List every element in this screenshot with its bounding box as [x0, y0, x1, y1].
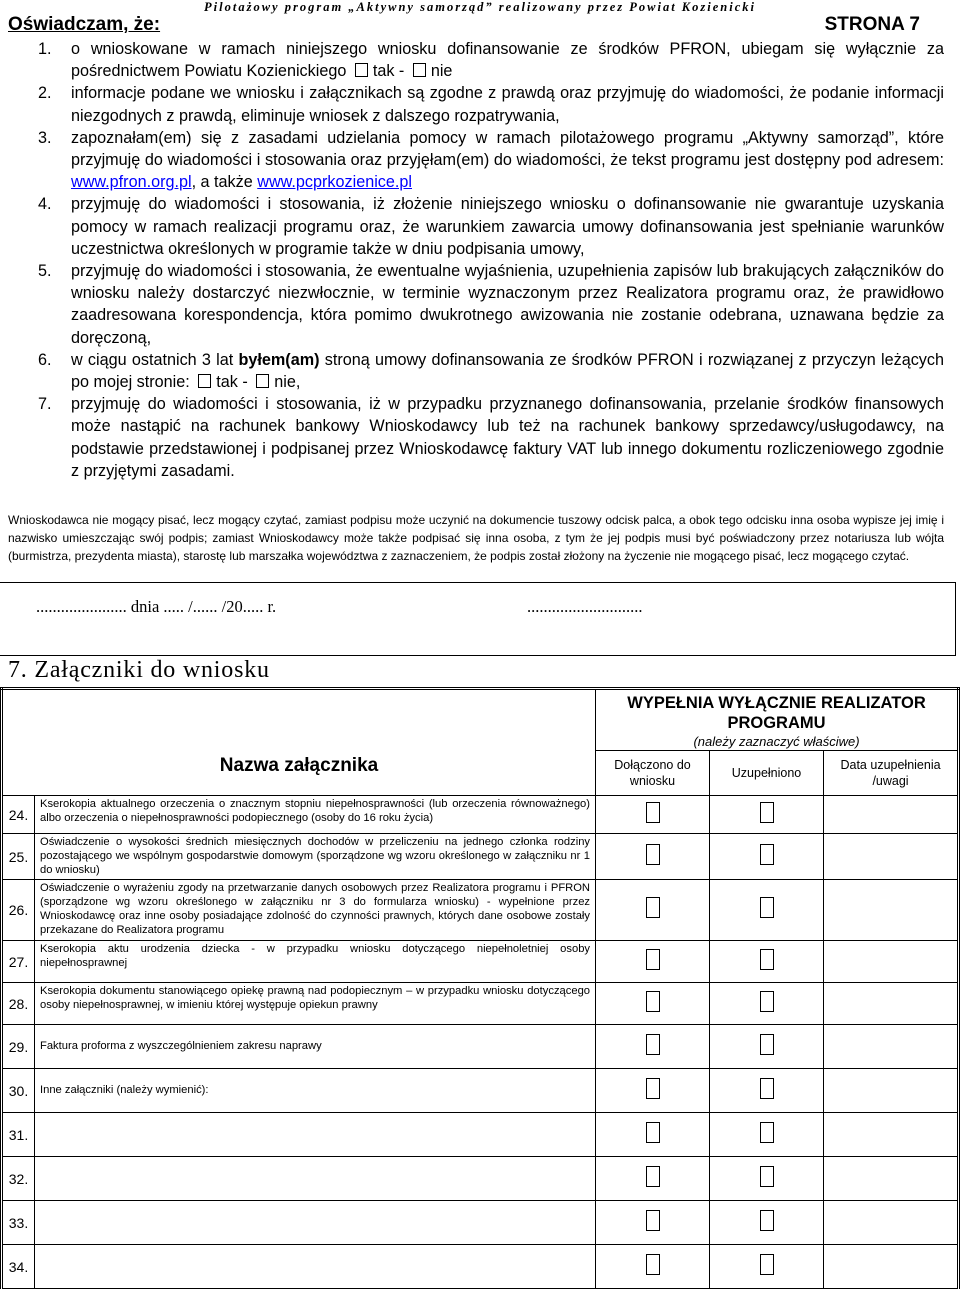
checkbox[interactable]: [760, 1254, 774, 1275]
signature-box: [0, 582, 956, 656]
declaration-bold-text: byłem(am): [238, 350, 320, 369]
page-number: STRONA 7: [824, 14, 920, 35]
attachment-name: Inne załączniki (należy wymienić):: [35, 1069, 596, 1113]
realizator-title: WYPEŁNIA WYŁĄCZNIE REALIZATOR PROGRAMU: [627, 694, 926, 732]
declaration-text: przyjmuję do wiadomości i stosowania, że ewentualne wyjaśnienia, uzupełnienia zapisów lub brakujących załączników do wniosku należy dostarczyć niezwłocznie, w terminie wyznaczonym przez Realizatora programu oraz, że prawidłowo zaadresowana korespondencja, która pomimo dwukrotnego awizowania nie zostanie odebrana, uznawana będzie za doręczoną,: [71, 262, 944, 347]
supplemented-checkbox-cell[interactable]: [710, 796, 824, 834]
checkbox[interactable]: [760, 1210, 774, 1231]
realizator-subtitle: (należy zaznaczyć właściwe): [693, 734, 860, 749]
col-supplemented-header: Uzupełniono: [710, 751, 824, 796]
date-cell[interactable]: [824, 1157, 959, 1201]
date-cell[interactable]: [824, 796, 959, 834]
item-number: 5.: [38, 262, 52, 281]
supplemented-checkbox-cell[interactable]: [710, 1025, 824, 1069]
declaration-item: [38, 260, 944, 349]
checkbox[interactable]: [760, 1122, 774, 1143]
attached-checkbox-cell[interactable]: [596, 1157, 710, 1201]
attachment-name[interactable]: [35, 1201, 596, 1245]
row-number: 28.: [2, 983, 35, 1025]
date-cell[interactable]: [824, 1113, 959, 1157]
declaration-text: o wnioskowane w ramach niniejszego wniosku dofinansowanie ze środków PFRON, ubiegam się wyłącznie za pośrednictwem Powiatu Kozienickiego: [71, 40, 944, 81]
supplemented-checkbox-cell[interactable]: [710, 1113, 824, 1157]
realizator-header: [596, 689, 959, 751]
attachments-table: [0, 687, 960, 1289]
pfron-link[interactable]: www.pfron.org.pl: [71, 173, 192, 192]
declaration-item: [38, 193, 944, 260]
checkbox[interactable]: [646, 897, 660, 918]
attached-checkbox-cell[interactable]: [596, 1025, 710, 1069]
declaration-text: , a także: [191, 173, 253, 192]
signature-note: Wnioskodawca nie mogący pisać, lecz mogący czytać, zamiast podpisu może uczynić na dokumencie tuszowy odcisk palca, a obok tego odcisku inna osoba wypisze jej imię i nazwisko umieszczając swój podpis; zamiast Wnioskodawcy może także podpisać się inna osoba, z tym że jej podpis musi być poświadczony przez notariusza lub wójta (burmistrza, prezydenta miasta), starostę lub marszałka województwa z zaznaczeniem, że podpis został złożony na życzenie nie mogącego pisać, lecz mogącego czytać.: [8, 513, 944, 564]
attachment-name: Kserokopia dokumentu stanowiącego opiekę prawną nad podopiecznym – w przypadku wniosku dotyczącego osoby niepełnosprawnej, w imieniu której występuje opiekun prawny: [35, 983, 596, 1025]
declaration-text: informacje podane we wniosku i załącznikach są zgodne z prawdą oraz przyjmuję do wiadomości, że podanie informacji niezgodnych z prawdą, eliminuje wniosek z dalszego rozpatrywania,: [71, 84, 944, 125]
supplemented-checkbox-cell[interactable]: [710, 834, 824, 880]
checkbox[interactable]: [646, 1166, 660, 1187]
supplemented-checkbox-cell[interactable]: [710, 1201, 824, 1245]
checkbox[interactable]: [760, 844, 774, 865]
declaration-item: [38, 127, 944, 194]
supplemented-checkbox-cell[interactable]: [710, 1157, 824, 1201]
declaration-text: przyjmuję do wiadomości i stosowania, iż w przypadku przyznanego dofinansowania, przelanie środków finansowych może nastąpić na rachunek bankowy Wnioskodawcy lub też na rachunek bankowy sprzedawcy/usługodawcy, na podstawie przedstawionej i podpisanej przez Wnioskodawcę faktury VAT lub innego dokumentu rozliczeniowego zgodnie z przyjętymi zasadami.: [71, 395, 944, 480]
col-name-header: Nazwa załącznika: [2, 689, 596, 796]
checkbox[interactable]: [760, 1034, 774, 1055]
attached-checkbox-cell[interactable]: [596, 1069, 710, 1113]
checkbox[interactable]: [646, 802, 660, 823]
attached-checkbox-cell[interactable]: [596, 880, 710, 941]
item-number: 3.: [38, 128, 52, 147]
col-attached-header: Dołączono do wniosku: [596, 751, 710, 796]
no-label: nie,: [274, 373, 301, 392]
yes-checkbox[interactable]: [355, 63, 368, 77]
declaration-list: [38, 38, 944, 482]
checkbox[interactable]: [760, 949, 774, 970]
row-number: 27.: [2, 941, 35, 983]
pcpr-link[interactable]: www.pcprkozienice.pl: [257, 173, 412, 192]
checkbox[interactable]: [646, 844, 660, 865]
date-cell[interactable]: [824, 1201, 959, 1245]
checkbox[interactable]: [760, 991, 774, 1012]
attachment-name[interactable]: [35, 1113, 596, 1157]
col-date-header: Data uzupełnienia /uwagi: [824, 751, 959, 796]
attachment-name: Kserokopia aktualnego orzeczenia o znacznym stopniu niepełnosprawności (lub orzeczenia równoważnego) albo orzeczenia o niepełnosprawności podopiecznego (osoby do 16 roku życia): [35, 796, 596, 834]
checkbox[interactable]: [760, 897, 774, 918]
attachment-name[interactable]: [35, 1245, 596, 1289]
row-number: 31.: [2, 1113, 35, 1157]
checkbox[interactable]: [646, 1122, 660, 1143]
date-cell[interactable]: [824, 1245, 959, 1289]
supplemented-checkbox-cell[interactable]: [710, 941, 824, 983]
attached-checkbox-cell[interactable]: [596, 1201, 710, 1245]
program-title: Pilotażowy program „Aktywny samorząd” realizowany przez Powiat Kozienicki: [204, 0, 756, 14]
row-number: 30.: [2, 1069, 35, 1113]
attached-checkbox-cell[interactable]: [596, 941, 710, 983]
row-number: 26.: [2, 880, 35, 941]
item-number: 1.: [38, 40, 52, 58]
attachment-name[interactable]: [35, 1157, 596, 1201]
declaration-item: [38, 82, 944, 126]
supplemented-checkbox-cell[interactable]: [710, 983, 824, 1025]
declaration-text: stroną umowy dofinansowania ze środków PFRON i rozwiązanej z przyczyn leżących po mojej stronie:: [71, 350, 944, 392]
section-title: 7. Załączniki do wniosku: [8, 657, 270, 683]
date-cell[interactable]: [824, 983, 959, 1025]
item-number: 4.: [38, 195, 52, 214]
no-checkbox[interactable]: [256, 374, 269, 388]
checkbox[interactable]: [646, 1034, 660, 1055]
date-cell[interactable]: [824, 941, 959, 983]
checkbox[interactable]: [646, 991, 660, 1012]
date-line: ...................... dnia ..... /...... /20..... r.: [36, 597, 277, 616]
supplemented-checkbox-cell[interactable]: [710, 1069, 824, 1113]
declaration-text: zapoznałam(em) się z zasadami udzielania pomocy w ramach pilotażowego programu „Aktywny samorząd”, które przyjmuję do wiadomości i stosowania oraz przyjęłam(em) do wiadomości, że tekst programu jest dostępny pod adresem:: [71, 128, 944, 170]
yes-label: tak -: [372, 62, 405, 81]
no-checkbox[interactable]: [413, 63, 426, 77]
declaration-text: przyjmuję do wiadomości i stosowania, iż złożenie niniejszego wniosku o dofinansowanie nie gwarantuje uzyskania pomocy w ramach realizacji programu oraz, że warunkiem zawarcia umowy dofinansowania jest spełnianie warunków uczestnictwa określonych w programie także w dniu podpisania umowy,: [71, 195, 944, 258]
date-cell[interactable]: [824, 1025, 959, 1069]
declaration-item: [38, 38, 944, 82]
checkbox[interactable]: [646, 1254, 660, 1275]
no-label: nie: [430, 62, 453, 81]
attachment-name: Oświadczenie o wyrażeniu zgody na przetwarzanie danych osobowych przez Realizatora programu i PFRON (sporządzone wg wzoru określonego w załączniku nr 3 do formularza wniosku) - wypełnione przez Wnioskodawcę oraz inne osoby posiadające zdolność do czynności prawnych, których dane osobowe zostały przekazane do Realizatora programu: [35, 880, 596, 941]
checkbox[interactable]: [646, 949, 660, 970]
attached-checkbox-cell[interactable]: [596, 1245, 710, 1289]
yes-checkbox[interactable]: [198, 374, 211, 388]
attachment-name: Oświadczenie o wysokości średnich miesięcznych dochodów w przeliczeniu na jednego członka rodziny pozostającego we wspólnym gospodarstwie domowym (sporządzone wg wzoru określonego w załączniku nr 1 do wniosku): [35, 834, 596, 880]
checkbox[interactable]: [646, 1078, 660, 1099]
checkbox[interactable]: [760, 1078, 774, 1099]
declaration-item: [38, 349, 944, 393]
item-number: 6.: [38, 350, 52, 369]
attached-checkbox-cell[interactable]: [596, 1113, 710, 1157]
attached-checkbox-cell[interactable]: [596, 983, 710, 1025]
item-number: 7.: [38, 395, 52, 414]
checkbox[interactable]: [760, 802, 774, 823]
declaration-text: w ciągu ostatnich 3 lat: [71, 350, 234, 369]
attached-checkbox-cell[interactable]: [596, 796, 710, 834]
attached-checkbox-cell[interactable]: [596, 834, 710, 880]
row-number: 25.: [2, 834, 35, 880]
row-number: 34.: [2, 1245, 35, 1289]
attachment-name: Kserokopia aktu urodzenia dziecka - w przypadku wniosku dotyczącego niepełnoletniej osoby niepełnosprawnej: [35, 941, 596, 983]
date-cell[interactable]: [824, 880, 959, 941]
row-number: 24.: [2, 796, 35, 834]
item-number: 2.: [38, 84, 52, 103]
checkbox[interactable]: [646, 1210, 660, 1231]
row-number: 32.: [2, 1157, 35, 1201]
row-number: 33.: [2, 1201, 35, 1245]
supplemented-checkbox-cell[interactable]: [710, 880, 824, 941]
attachment-name: Faktura proforma z wyszczególnieniem zakresu naprawy: [35, 1025, 596, 1069]
declaration-heading: Oświadczam, że:: [8, 14, 161, 35]
checkbox[interactable]: [760, 1166, 774, 1187]
signature-line: ............................: [527, 597, 643, 616]
date-cell[interactable]: [824, 1069, 959, 1113]
date-cell[interactable]: [824, 834, 959, 880]
row-number: 29.: [2, 1025, 35, 1069]
supplemented-checkbox-cell[interactable]: [710, 1245, 824, 1289]
yes-label: tak -: [216, 373, 248, 392]
declaration-item: [38, 393, 944, 482]
